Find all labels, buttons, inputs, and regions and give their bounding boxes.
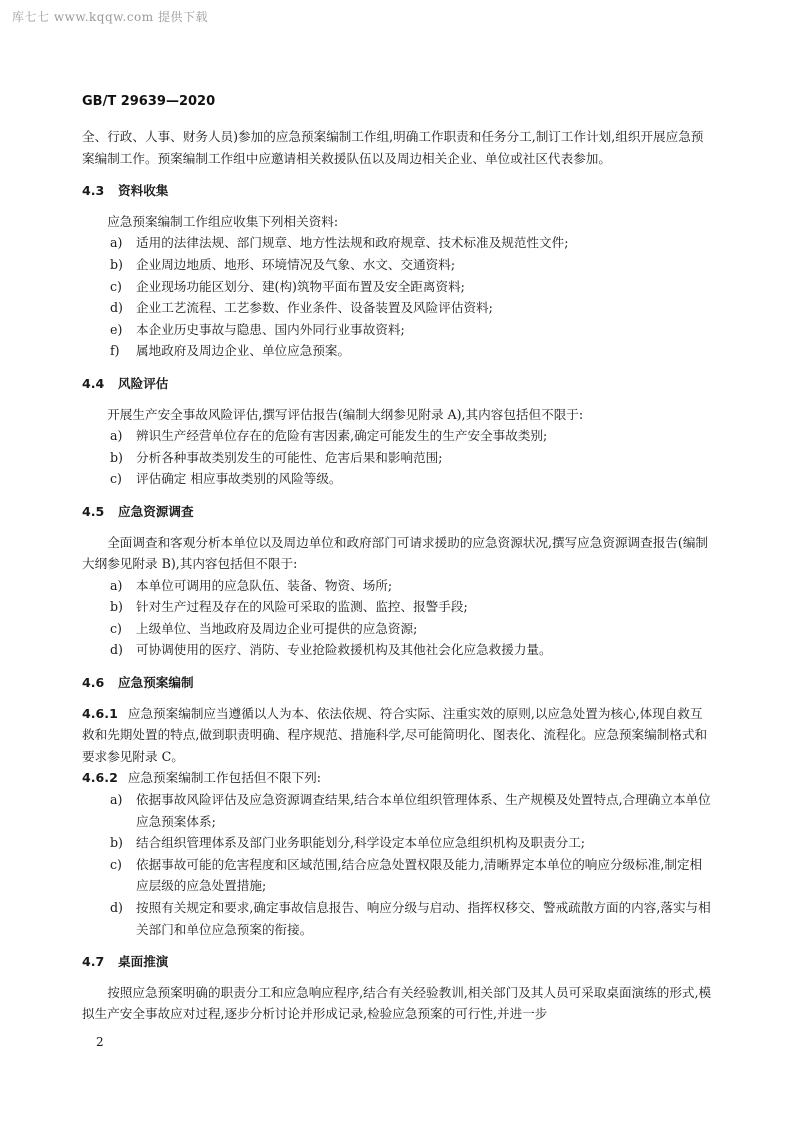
subsection-4-6-2 [82, 767, 714, 789]
list-item [82, 854, 714, 897]
intro-paragraph: 全、行政、人事、财务人员)参加的应急预案编制工作组,明确工作职责和任务分工,制订工作计划,组织开展应急预案编制工作。预案编制工作组中应邀请相关救援队伍以及周边相关企业、单位或社区代表参加。 [82, 129, 704, 166]
subsection-text: 应急预案编制应当遵循以人为本、依法依规、符合实际、注重实效的原则,以应急处置为核心,体现自救互救和先期处置的特点,做到职责明确、程序规范、措施科学,尽可能简明化、图表化、流程化。应急预案编制格式和要求参见附录 C。 [82, 705, 708, 764]
list-item [82, 425, 714, 447]
list-item [82, 639, 714, 661]
list-item [82, 340, 714, 362]
section-number: 4.7 [82, 954, 105, 970]
list-marker: d) [110, 900, 123, 915]
subsection-text: 应急预案编制工作包括但不限下列: [127, 770, 322, 786]
list-item [82, 319, 714, 341]
list-item-text: 按照有关规定和要求,确定事故信息报告、响应分级与启动、指挥权移交、警戒疏散方面的内容,落实与相关部门和单位应急预案的衔接。 [136, 900, 711, 937]
list-item-text: 本单位可调用的应急队伍、装备、物资、场所; [136, 577, 393, 593]
section-number: 4.3 [82, 183, 105, 199]
list-item [82, 575, 714, 597]
list-marker: c) [110, 471, 122, 487]
list-item-text: 企业周边地质、地形、环境情况及气象、水文、交通资料; [136, 256, 456, 272]
section-title: 资料收集 [118, 183, 169, 199]
subsection-4-6-1 [82, 703, 714, 768]
list-marker: d) [110, 300, 123, 316]
list-marker: a) [110, 428, 123, 444]
list-item-text: 可协调使用的医疗、消防、专业抢险救援机构及其他社会化应急救援力量。 [136, 642, 552, 658]
list-item [82, 618, 714, 640]
list-item-text: 适用的法律法规、部门规章、地方性法规和政府规章、技术标准及规范性文件; [136, 235, 569, 251]
section-title: 应急预案编制 [118, 675, 194, 691]
list-item-text: 针对生产过程及存在的风险可采取的监测、监控、报警手段; [136, 599, 468, 615]
list-marker: d) [110, 642, 123, 658]
section-heading-4-4 [82, 373, 714, 395]
section-lead: 全面调查和客观分析本单位以及周边单位和政府部门可请求援助的应急资源状况,撰写应急资源调查报告(编制大纲参见附录 B),其内容包括但不限于: [82, 534, 709, 572]
list-item [82, 297, 714, 319]
list-item [82, 789, 714, 832]
list-item-text: 企业现场功能区划分、建(构)筑物平面布置及安全距离资料; [136, 278, 465, 294]
section-lead: 应急预案编制工作组应收集下列相关资料: [107, 213, 339, 229]
list-marker: a) [110, 235, 123, 251]
list-item-text: 上级单位、当地政府及周边企业可提供的应急资源; [136, 620, 418, 636]
list-marker: e) [110, 321, 123, 337]
list-marker: b) [110, 256, 123, 272]
list-marker: a) [110, 792, 123, 808]
page-number: 2 [96, 1035, 104, 1049]
list-item-text: 分析各种事故类别发生的可能性、危害后果和影响范围; [136, 449, 443, 465]
section-title: 风险评估 [118, 375, 169, 391]
subsection-number: 4.6.2 [82, 770, 118, 786]
list-marker: c) [110, 620, 122, 636]
list-marker: b) [110, 835, 123, 851]
list-item [82, 832, 714, 854]
list-item-text: 依据事故可能的危害程度和区域范围,结合应急处置权限及能力,清晰界定本单位的响应分级标准,制定相应层级的应急处置措施; [136, 856, 703, 894]
list-marker: a) [110, 577, 123, 593]
section-title: 桌面推演 [118, 954, 169, 970]
list-item [82, 596, 714, 618]
section-paragraph: 按照应急预案明确的职责分工和应急响应程序,结合有关经验教训,相关部门及其人员可采取桌面演练的形式,模拟生产安全事故应对过程,逐步分析讨论并形成记录,检验应急预案的可行性,并进一步 [82, 984, 712, 1022]
list-item-text: 企业工艺流程、工艺参数、作业条件、设备装置及风险评估资料; [136, 300, 493, 316]
list-marker: c) [110, 856, 122, 872]
list-item-text: 依据事故风险评估及应急资源调查结果,结合本单位组织管理体系、生产规模及处置特点,合理确立本单位应急预案体系; [136, 792, 711, 829]
list-item-text: 辨识生产经营单位存在的危险有害因素,确定可能发生的生产安全事故类别; [136, 428, 548, 444]
section-lead: 开展生产安全事故风险评估,撰写评估报告(编制大纲参见附录 A),其内容包括但不限于: [107, 406, 584, 422]
list-marker: c) [110, 278, 122, 294]
list-item-text: 评估确定 相应事故类别的风险等级。 [136, 471, 342, 487]
list-item [82, 468, 714, 490]
standard-number: GB/T 29639—2020 [82, 94, 216, 109]
section-heading-4-5 [82, 501, 714, 523]
section-heading-4-3 [82, 180, 714, 202]
subsection-number: 4.6.1 [82, 705, 118, 721]
list-item-text: 本企业历史事故与隐患、国内外同行业事故资料; [136, 321, 405, 337]
list-item [82, 232, 714, 254]
list-marker: f) [110, 343, 120, 359]
section-heading-4-6 [82, 672, 714, 694]
list-item-text: 属地政府及周边企业、单位应急预案。 [136, 343, 351, 359]
section-number: 4.4 [82, 375, 105, 391]
list-item [82, 276, 714, 298]
watermark: 库七七 www.kqqw.com 提供下载 [12, 10, 208, 24]
section-title: 应急资源调查 [118, 503, 194, 519]
list-marker: b) [110, 449, 123, 465]
list-item [82, 254, 714, 276]
list-item [82, 447, 714, 469]
list-item [82, 897, 714, 940]
section-number: 4.6 [82, 675, 105, 691]
document-body [82, 126, 714, 1025]
section-number: 4.5 [82, 503, 105, 519]
section-heading-4-7 [82, 951, 714, 973]
list-marker: b) [110, 599, 123, 615]
list-item-text: 结合组织管理体系及部门业务职能划分,科学设定本单位应急组织机构及职责分工; [136, 835, 586, 851]
